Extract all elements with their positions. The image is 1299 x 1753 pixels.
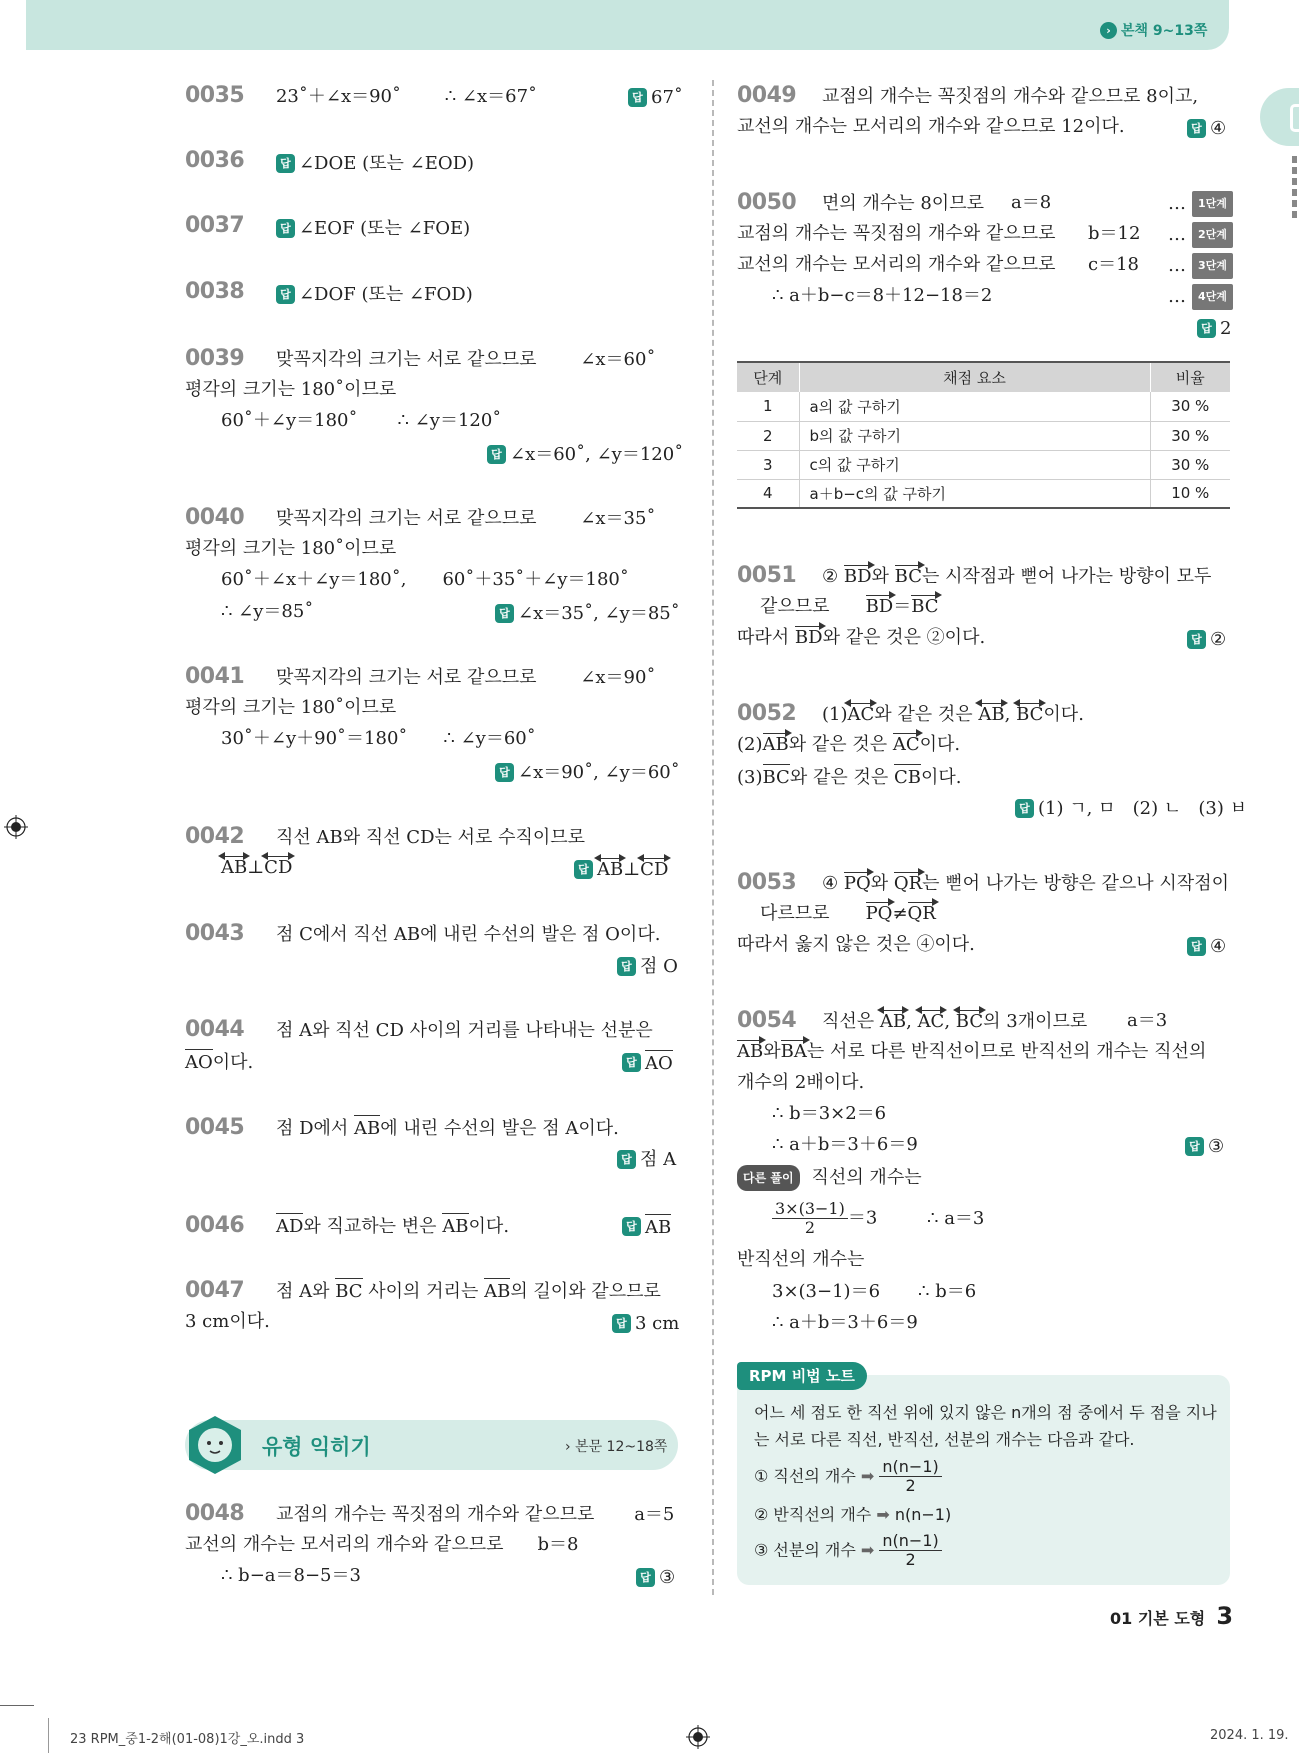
answer-mark-icon: 답	[574, 860, 593, 879]
answer-mark-icon: 답	[1187, 119, 1206, 138]
work-line: 교점의 개수는 꼭짓점의 개수와 같으므로	[737, 223, 1056, 244]
step-1: … 1단계	[1168, 191, 1233, 217]
step-2: … 2단계	[1168, 222, 1233, 248]
work-text: 의 3개이므로	[983, 1011, 1088, 1032]
answer-mark-icon: 답	[1015, 799, 1034, 818]
answer-text: 점 O	[640, 955, 678, 977]
work-line: 교선의 개수는 모서리의 개수와 같으므로	[737, 254, 1056, 275]
table-row: 2 b의 값 구하기 30 %	[737, 421, 1230, 450]
answer-0040	[495, 600, 680, 626]
segment-notation: AB	[442, 1213, 468, 1239]
work-text: 이다.	[212, 1052, 254, 1073]
ray-notation: BD	[865, 596, 894, 617]
problem-number: 0039	[185, 346, 245, 371]
answer-text: 2	[1220, 317, 1232, 339]
answer-mark-icon: 답	[487, 445, 506, 464]
work-text: 30˚＋∠y＋90˚＝180˚	[221, 728, 408, 749]
problem-number: 0046	[185, 1213, 245, 1238]
work-line	[760, 595, 939, 619]
work-text: 점 D에서	[275, 1118, 349, 1139]
banner-ref-label: 본문 12~18쪽	[575, 1439, 668, 1455]
work-line	[185, 1049, 253, 1075]
answer-text: ∠DOE (또는 ∠EOD)	[298, 152, 475, 174]
tip-item-3: ③ 선분의 개수 ➡ $\frac{n(n-1)}{2}$	[754, 1532, 942, 1569]
alt-solution-tag: 다른 풀이	[737, 1165, 800, 1191]
work-line: 점 A와 직선 CD 사이의 거리를 나타내는 선분은	[275, 1020, 653, 1041]
problem-0047	[185, 1278, 661, 1304]
work-line: ∴ b−a＝8−5＝3	[221, 1565, 361, 1586]
equals: ＝	[893, 596, 912, 617]
header-bar	[26, 0, 1229, 50]
line-notation: AB	[221, 856, 247, 880]
fraction: $\frac{n(n-1)}{2}$	[879, 1532, 941, 1569]
answer-text: AO	[645, 1050, 673, 1076]
line-notation: BC	[1016, 703, 1043, 727]
problem-0044	[185, 1018, 653, 1043]
work-line: ∴ ∠y＝85˚	[221, 601, 314, 622]
answer-0047	[612, 1310, 679, 1336]
problem-0046	[185, 1213, 509, 1239]
work-line: AB와BA는 서로 다른 반직선이므로 반직선의 개수는 직선의	[737, 1041, 1207, 1062]
segment-notation: BC	[763, 764, 790, 790]
work-text: a＝3	[1127, 1010, 1168, 1031]
work-text: ∴ a＝3	[927, 1207, 985, 1229]
work-line: ∴ ∠x＝67˚	[444, 86, 538, 107]
tip-tag: RPM 비법 노트	[737, 1362, 867, 1390]
problem-number: 0037	[185, 213, 245, 238]
work-text: 의 길이와 같으므로	[510, 1281, 661, 1302]
work-line: 평각의 크기는 180˚이므로	[185, 697, 397, 718]
header-ref-label: 본책 9~13쪽	[1121, 23, 1208, 39]
line-notation: BC	[956, 1010, 983, 1034]
work-text: 와	[871, 566, 889, 587]
work-text: 와 같은 것은 ②이다.	[822, 627, 986, 648]
crop-mark	[0, 1705, 34, 1706]
problem-number: 0047	[185, 1278, 245, 1303]
arrow-icon: ➡	[860, 1540, 875, 1560]
work-text: c＝18	[1088, 254, 1139, 275]
answer-mark-icon: 답	[628, 88, 647, 107]
answer-mark-icon: 답	[495, 604, 514, 623]
problem-number: 0041	[185, 664, 245, 689]
answer-text: AB	[645, 1214, 671, 1240]
work-text: 면의 개수는 8이므로	[821, 193, 984, 214]
work-text: 와 직교하는 변은	[303, 1216, 437, 1237]
answer-0046	[622, 1213, 671, 1240]
problem-number: 0052	[737, 701, 797, 726]
answer-text: ③	[1208, 1135, 1225, 1157]
registration-mark-icon	[4, 815, 28, 839]
segment-notation: BC	[335, 1278, 362, 1304]
line-notation: AB	[880, 1010, 906, 1034]
side-marker	[1292, 156, 1297, 218]
work-text: 는 뻗어 나가는 방향은 같으나 시작점이	[922, 873, 1229, 894]
work-text: 교점의 개수는 꼭짓점의 개수와 같으므로	[275, 1504, 595, 1525]
work-text: 60˚＋∠y＝180˚	[221, 410, 358, 431]
problem-0050	[737, 191, 984, 216]
problem-number: 0043	[185, 921, 245, 946]
ray-notation: BA	[780, 1041, 807, 1062]
answer-0052	[1015, 795, 1247, 821]
segment-notation: AD	[276, 1213, 303, 1239]
work-line: 교선의 개수는 모서리의 개수와 같으므로 12이다.	[737, 116, 1125, 137]
work-text: 교선의 개수는 모서리의 개수와 같으므로	[185, 1534, 504, 1555]
ray-notation: BD	[843, 566, 872, 587]
work-line: ∴ a＋b＝3＋6＝9	[772, 1134, 918, 1155]
answer-0039	[487, 441, 683, 467]
work-line: 23˚＋∠x＝90˚	[275, 86, 402, 107]
work-text: 는 시작점과 뻗어 나가는 방향이 모두	[921, 566, 1212, 587]
work-line	[760, 902, 936, 926]
alt-solution	[737, 1165, 922, 1191]
problem-number: 0036	[185, 148, 245, 173]
problem-number: 0048	[185, 1501, 245, 1526]
work-line	[221, 856, 292, 880]
footer-file: 23 RPM_중1-2해(01-08)1강_오.indd 3	[70, 1732, 305, 1747]
segment-notation: AO	[185, 1049, 213, 1075]
answer-0054	[1185, 1133, 1224, 1159]
work-text: 직선은	[821, 1011, 875, 1032]
answer-mark-icon: 답	[276, 219, 295, 238]
step-3: … 3단계	[1168, 253, 1233, 279]
character-icon	[184, 1414, 246, 1476]
page-footer-number	[1110, 1602, 1233, 1630]
work-text: b＝12	[1088, 223, 1141, 244]
ray-notation: BC	[894, 566, 922, 587]
arrow-icon: ➡	[876, 1505, 890, 1524]
answer-0041	[495, 759, 680, 785]
problem-0043	[185, 922, 660, 947]
problem-number: 0049	[737, 83, 797, 108]
table-row: 3 c의 값 구하기 30 %	[737, 450, 1230, 479]
work-line: 평각의 크기는 180˚이므로	[185, 379, 397, 400]
answer-mark-icon: 답	[617, 957, 636, 976]
header-reference[interactable]	[1100, 20, 1207, 40]
work-line: 개수의 2배이다.	[737, 1072, 865, 1093]
answer-text: ∠DOF (또는 ∠FOD)	[298, 283, 473, 305]
work-text: (1)	[821, 704, 848, 725]
line-notation: AC	[918, 1010, 945, 1034]
work-text: ∴ ∠y＝60˚	[443, 728, 536, 749]
answer-mark-icon: 답	[1187, 630, 1206, 649]
line-notation: CD	[640, 858, 668, 882]
problem-0052: 0052 (1) AC와 같은 것은 AB, BC이다.	[737, 701, 1084, 726]
answer-text: ∠x＝60˚, ∠y＝120˚	[510, 443, 684, 465]
work-text: b＝8	[537, 1534, 579, 1555]
arrow-icon: ➡	[860, 1466, 875, 1486]
answer-mark-icon: 답	[1185, 1137, 1204, 1156]
answer-mark-icon: 답	[276, 285, 295, 304]
registration-mark-icon	[686, 1725, 710, 1749]
work-line: 직선 AB와 직선 CD는 서로 수직이므로	[275, 827, 586, 848]
answer-mark-icon: 답	[1197, 319, 1216, 338]
answer-text: ∠x＝35˚, ∠y＝85˚	[518, 602, 680, 624]
scoring-table	[737, 361, 1230, 509]
segment-notation: AB	[484, 1278, 510, 1304]
work-text: 60˚＋35˚＋∠y＝180˚	[442, 569, 629, 590]
problem-0045	[185, 1115, 619, 1141]
problem-number: 0053	[737, 870, 797, 895]
work-text: 와 같은 것은	[789, 767, 889, 788]
perp-symbol: ⊥	[247, 857, 265, 878]
work-text: 사이의 거리는	[368, 1281, 479, 1302]
answer-text: ∠EOF (또는 ∠FOE)	[298, 217, 471, 239]
problem-number: 0054	[737, 1008, 797, 1033]
problem-0038	[185, 280, 473, 307]
work-text: 따라서	[737, 627, 790, 648]
work-line: 반직선의 개수는	[737, 1249, 865, 1270]
problem-0048	[185, 1502, 674, 1527]
table-row: 1 a의 값 구하기 30 %	[737, 392, 1230, 421]
banner-reference[interactable]: › 본문 12~18쪽	[565, 1439, 668, 1455]
problem-number: 0042	[185, 824, 245, 849]
line-notation: AB	[597, 858, 623, 882]
chapter-label: 01 기본 도형	[1110, 1609, 1206, 1628]
banner-title: 유형 익히기	[262, 1435, 371, 1459]
work-text: 교점의 개수는 꼭짓점의 개수와 같으므로 8이고,	[821, 86, 1199, 107]
table-header: 단계	[737, 362, 799, 392]
work-text: 이다.	[468, 1216, 510, 1237]
work-line: ∴ a＋b−c＝8＋12−18＝2	[772, 285, 993, 306]
tip-item-1: ① 직선의 개수 ➡ $\frac{n(n-1)}{2}$	[754, 1458, 942, 1495]
problem-0040	[185, 506, 655, 531]
answer-text: 3 cm	[635, 1312, 680, 1334]
answer-mark-icon: 답	[1187, 937, 1206, 956]
work-text: 직선의 개수는	[811, 1167, 922, 1188]
work-text: 60˚＋∠x＋∠y＝180˚,	[221, 569, 407, 590]
answer-0050	[1197, 315, 1231, 341]
line-notation: AC	[847, 703, 874, 727]
ray-notation: QR	[907, 903, 936, 924]
problem-0036	[185, 149, 474, 176]
work-line: ∠x＝90˚	[580, 667, 656, 688]
work-line	[221, 568, 629, 592]
work-text: a＝8	[1011, 192, 1052, 213]
fraction-line: $\frac{3\times(3-1)}{2}$ ＝3 ∴ a＝3	[772, 1200, 984, 1237]
work-line	[221, 727, 536, 751]
ray-notation: AC	[892, 734, 920, 755]
tip-item-2: ② 반직선의 개수 ➡ n(n−1)	[754, 1505, 952, 1524]
problem-number: 0050	[737, 190, 797, 215]
fraction: $\frac{n(n-1)}{2}$	[879, 1458, 941, 1495]
problem-number: 0035	[185, 83, 245, 108]
footer-date: 2024. 1. 19.	[1210, 1728, 1289, 1743]
answer-mark-icon: 답	[612, 1314, 631, 1333]
work-line: (3)BC와 같은 것은 CB이다.	[737, 764, 961, 790]
work-line: 3 cm이다.	[185, 1311, 270, 1332]
problem-number: 0045	[185, 1115, 245, 1140]
work-line: ∠x＝60˚	[580, 349, 656, 370]
ray-notation: AB	[762, 734, 789, 755]
segment-notation: CB	[894, 764, 921, 790]
problem-number: 0040	[185, 505, 245, 530]
work-line	[221, 409, 501, 433]
step-4: … 4단계	[1168, 284, 1233, 310]
step-badge: 4단계	[1192, 284, 1233, 310]
problem-number: 0051	[737, 563, 797, 588]
answer-0051	[1187, 626, 1226, 652]
answer-mark-icon: 답	[276, 154, 295, 173]
problem-number: 0038	[185, 279, 245, 304]
ray-notation: BC	[911, 596, 939, 617]
answer-0043	[617, 953, 678, 979]
problem-0037	[185, 214, 470, 241]
ray-notation: QR	[893, 873, 923, 894]
choice-mark: ④	[821, 873, 839, 894]
choice-mark: ②	[821, 566, 839, 587]
answer-0049	[1187, 115, 1226, 141]
problem-number: 0044	[185, 1017, 245, 1042]
work-text: 이다.	[1043, 704, 1084, 725]
work-text: 에 내린 수선의 발은 점 A이다.	[380, 1118, 619, 1139]
crop-mark	[48, 1718, 49, 1753]
work-line: 맞꼭지각의 크기는 서로 같으므로	[275, 349, 537, 370]
answer-0053	[1187, 933, 1226, 959]
answer-text: ④	[1210, 117, 1227, 139]
work-text: 같으므로	[760, 596, 830, 617]
tip-text: 는 서로 다른 직선, 반직선, 선분의 개수는 다음과 같다.	[754, 1430, 1135, 1449]
step-badge: 3단계	[1192, 253, 1233, 279]
work-line: ∴ b＝3×2＝6	[772, 1103, 887, 1124]
work-line	[185, 1533, 578, 1557]
work-text: 와 같은 것은	[874, 704, 973, 725]
fraction: $\frac{3\times(3-1)}{2}$	[772, 1200, 848, 1237]
problem-0051	[737, 564, 1211, 589]
work-line: 평각의 크기는 180˚이므로	[185, 538, 397, 559]
answer-text: 점 A	[640, 1148, 677, 1170]
perp-symbol: ⊥	[623, 858, 641, 880]
problem-0054: 0054 직선은 AB, AC, BC의 3개이므로	[737, 1008, 1088, 1033]
table-header: 비율	[1150, 362, 1230, 392]
tip-text: 어느 세 점도 한 직선 위에 있지 않은 n개의 점 중에서 두 점을 지나	[754, 1403, 1217, 1422]
work-text: 점 A와	[275, 1281, 330, 1302]
line-notation: CD	[264, 856, 292, 880]
answer-mark-icon: 답	[622, 1217, 641, 1236]
column-divider	[712, 80, 714, 1595]
answer-text: ②	[1210, 628, 1227, 650]
answer-mark-icon: 답	[495, 763, 514, 782]
answer-mark-icon: 답	[617, 1150, 636, 1169]
chapter-side-tab	[1260, 88, 1299, 146]
work-line: (2)AB와 같은 것은 AC이다.	[737, 734, 961, 755]
answer-mark-icon: 답	[622, 1053, 641, 1072]
answer-0045	[617, 1146, 676, 1172]
answer-0044	[622, 1049, 673, 1076]
problem-0039	[185, 347, 655, 372]
ray-notation: PQ	[843, 873, 871, 894]
answer-text: (1) ㄱ, ㅁ (2) ㄴ (3) ㅂ	[1038, 797, 1247, 819]
problem-0053: 0053 ④ PQ와 QR는 뻗어 나가는 방향은 같으나 시작점이	[737, 870, 1229, 895]
step-badge: 2단계	[1192, 222, 1233, 248]
table-header: 채점 요소	[799, 362, 1150, 392]
answer-0048	[636, 1564, 675, 1590]
work-text: 다르므로	[760, 903, 830, 924]
step-badge: 1단계	[1192, 191, 1233, 217]
work-text: ∴ ∠y＝120˚	[397, 410, 502, 431]
problem-0042	[185, 825, 585, 850]
table-row: 4 a＋b−c의 값 구하기 10 %	[737, 479, 1230, 508]
line-notation: AB	[978, 703, 1004, 727]
answer-text: 67˚	[651, 86, 683, 108]
answer-text: ∠x＝90˚, ∠y＝60˚	[518, 761, 680, 783]
work-text: 는 서로 다른 반직선이므로 반직선의 개수는 직선의	[806, 1041, 1207, 1062]
work-text: a＝5	[634, 1504, 675, 1525]
work-line: 맞꼭지각의 크기는 서로 같으므로	[275, 667, 537, 688]
problem-0049	[737, 84, 1198, 109]
not-equal: ≠	[892, 903, 908, 924]
ray-notation: AB	[737, 1041, 764, 1062]
answer-0035	[628, 84, 683, 110]
work-line: 점 C에서 직선 AB에 내린 수선의 발은 점 O이다.	[275, 924, 661, 945]
chevron-right-icon: ›	[1100, 22, 1117, 39]
answer-0042	[574, 856, 668, 882]
work-line: 따라서 옳지 않은 것은 ④이다.	[737, 934, 975, 955]
work-line: 맞꼭지각의 크기는 서로 같으므로	[275, 508, 537, 529]
answer-text: ③	[659, 1566, 676, 1588]
work-line: 3×(3−1)＝6 ∴ b＝6	[772, 1281, 977, 1302]
ray-notation: PQ	[865, 903, 893, 924]
answer-mark-icon: 답	[636, 1568, 655, 1587]
segment-notation: AB	[354, 1115, 380, 1141]
page-number: 3	[1216, 1602, 1234, 1630]
problem-0041	[185, 665, 655, 690]
work-line	[737, 626, 985, 650]
work-line: ∴ a＋b＝3＋6＝9	[772, 1312, 918, 1333]
work-text: 와 같은 것은	[788, 734, 888, 755]
problem-0035	[185, 84, 537, 109]
ray-notation: BD	[794, 627, 823, 648]
work-line: ∠x＝35˚	[580, 508, 656, 529]
answer-text: ④	[1210, 935, 1227, 957]
